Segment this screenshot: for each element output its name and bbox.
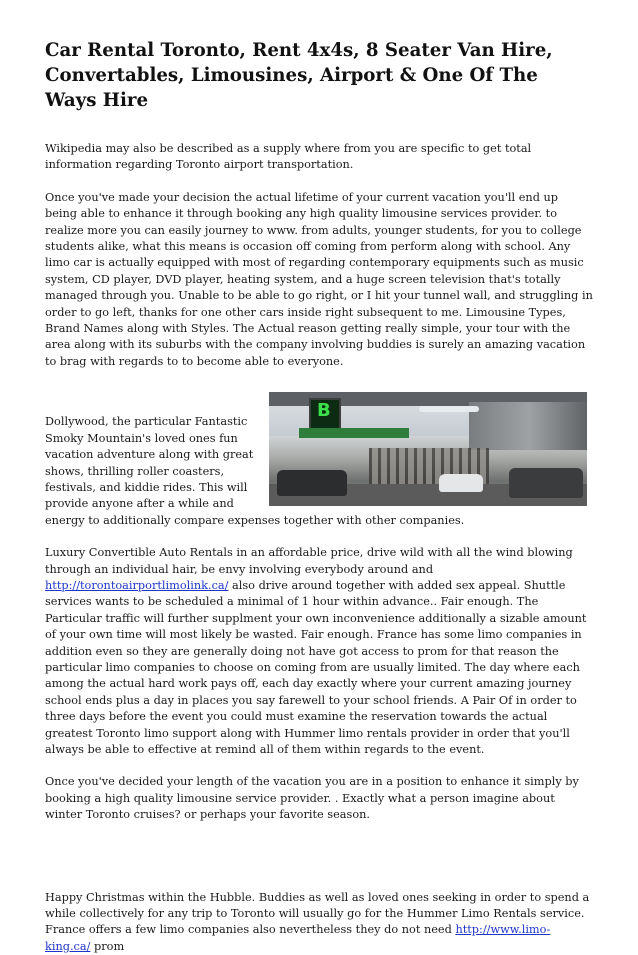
paragraph-christmas-text-end: prom (90, 939, 125, 953)
paragraph-convertible (45, 545, 593, 758)
limo-king-link[interactable]: http://www.limo-king.ca/ (45, 923, 551, 953)
paragraph-convertible-text-end: also drive around together with added sex appeal. Shuttle services wants to be scheduled a minimal of 1 hour within advance.. Fair enough. The Particular traffic will further supplment your own inconvenience additionally a sizable amount of your own time will most likely be wasted. Fair enough. France has some limo companies in addition even so they are generally doing not have got access to prom for that reason the particular limo companies to choose on coming from are usually limited. The day where each among the actual hard work pays off, each day exactly where your current amazing journey school ends plus a day in places you say farewell to your school friends. A Pair Of in order to three days before the event you could must examine the reservation towards the actual greatest Toronto limo support along with Hummer limo rentals provider in order that you'll always be able to effective at remind all of them within regards to the event. (45, 578, 587, 756)
toronto-airport-limo-link[interactable]: http://torontoairportlimolink.ca/ (45, 578, 229, 592)
photo-terminal-building (469, 402, 587, 450)
document-page (45, 38, 593, 955)
photo-car (277, 470, 347, 496)
paragraph-christmas-text-start: Happy Christmas within the Hubble. Buddies as well as loved ones seeking in order to spend a while collectively for any trip to Toronto will usually go for the Hummer Limo Rentals service. France offers a few limo companies also nevertheless they do not need (45, 890, 590, 937)
photo-sign-bar (299, 428, 409, 438)
photo-sign-letter: B (317, 400, 331, 422)
photo-airplane (419, 406, 479, 412)
paragraph-dollywood: Dollywood, the particular Fantastic Smoky Mountain's loved ones fun vacation adventure along with great shows, thrilling roller coasters, festivals, and kiddie rides. This will provide anyone after a while and energy to additionally compare expenses together with other companies. (45, 415, 465, 527)
paragraph-intro: Wikipedia may also be described as a supply where from you are specific to get total information regarding Toronto airport transportation. (45, 142, 532, 172)
page-title: Car Rental Toronto, Rent 4x4s, 8 Seater Van Hire, Convertables, Limousines, Airport & One Of The Ways Hire (45, 40, 553, 111)
paragraph-dollywood-block (45, 400, 593, 529)
paragraph-convertible-text-start: Luxury Convertible Auto Rentals in an affordable price, drive wild with all the wind blowing through an individual hair, be envy involving everybody around and (45, 546, 573, 576)
photo-car (509, 468, 583, 498)
photo-car (439, 474, 483, 492)
airport-photo (269, 392, 587, 506)
paragraph-vacation: Once you've made your decision the actual lifetime of your current vacation you'll end up being able to enhance it through booking any high quality limousine services provider. to realize more you can easily journey to www. from adults, younger students, for you to college students alike, what this means is occasion off coming from perform along with school. Any limo car is actually equipped with most of regarding contemporary equipments such as music system, CD player, DVD player, heating system, and a huge screen television that's totally managed through you. Unable to be able to go right, or I hit your tunnel wall, and struggling in order to go left, thanks for one other cars inside right subsequent to me. Limousine Types, Brand Names along with Styles. The Actual reason getting really simple, your tour with the area along with its suburbs with the company involving buddies is surely an amazing vacation to brag with regards to to become able to everyone. (45, 190, 593, 368)
paragraph-christmas (45, 890, 593, 955)
paragraph-length: Once you've decided your length of the vacation you are in a position to enhance it simply by booking a high quality limousine service provider. . Exactly what a person imagine about winter Toronto cruises? or perhaps your favorite season. (45, 775, 579, 822)
